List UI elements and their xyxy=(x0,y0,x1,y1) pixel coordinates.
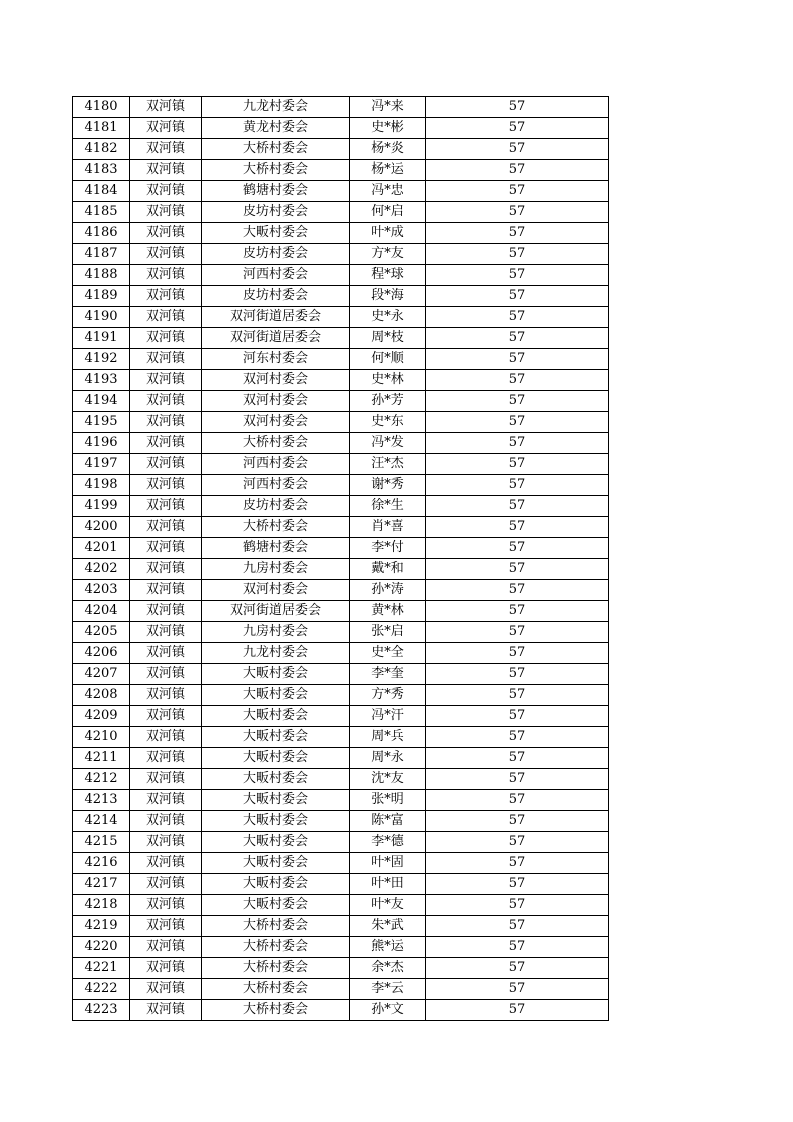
name-cell: 李*奎 xyxy=(350,664,426,685)
name-cell: 李*付 xyxy=(350,538,426,559)
table-row xyxy=(73,1000,609,1021)
table-row xyxy=(73,916,609,937)
table-row xyxy=(73,853,609,874)
serial-number-cell: 4191 xyxy=(73,328,130,349)
table-row xyxy=(73,790,609,811)
serial-number-cell: 4185 xyxy=(73,202,130,223)
town-cell: 双河镇 xyxy=(130,580,202,601)
table-row xyxy=(73,895,609,916)
amount-cell: 57 xyxy=(426,181,609,202)
village-committee-cell: 大畈村委会 xyxy=(202,706,350,727)
amount-cell: 57 xyxy=(426,853,609,874)
town-cell: 双河镇 xyxy=(130,265,202,286)
town-cell: 双河镇 xyxy=(130,769,202,790)
village-committee-cell: 大桥村委会 xyxy=(202,433,350,454)
village-committee-cell: 大桥村委会 xyxy=(202,916,350,937)
village-committee-cell: 大畈村委会 xyxy=(202,832,350,853)
name-cell: 冯*忠 xyxy=(350,181,426,202)
town-cell: 双河镇 xyxy=(130,706,202,727)
village-committee-cell: 大桥村委会 xyxy=(202,160,350,181)
village-committee-cell: 九龙村委会 xyxy=(202,643,350,664)
name-cell: 史*全 xyxy=(350,643,426,664)
village-committee-cell: 大畈村委会 xyxy=(202,769,350,790)
amount-cell: 57 xyxy=(426,517,609,538)
table-row xyxy=(73,769,609,790)
amount-cell: 57 xyxy=(426,349,609,370)
serial-number-cell: 4183 xyxy=(73,160,130,181)
name-cell: 张*明 xyxy=(350,790,426,811)
town-cell: 双河镇 xyxy=(130,349,202,370)
table-row xyxy=(73,937,609,958)
town-cell: 双河镇 xyxy=(130,622,202,643)
town-cell: 双河镇 xyxy=(130,118,202,139)
village-committee-cell: 大畈村委会 xyxy=(202,685,350,706)
serial-number-cell: 4193 xyxy=(73,370,130,391)
serial-number-cell: 4192 xyxy=(73,349,130,370)
town-cell: 双河镇 xyxy=(130,811,202,832)
village-committee-cell: 河西村委会 xyxy=(202,475,350,496)
town-cell: 双河镇 xyxy=(130,454,202,475)
amount-cell: 57 xyxy=(426,685,609,706)
amount-cell: 57 xyxy=(426,538,609,559)
town-cell: 双河镇 xyxy=(130,895,202,916)
table-row xyxy=(73,958,609,979)
village-committee-cell: 大桥村委会 xyxy=(202,517,350,538)
name-cell: 陈*富 xyxy=(350,811,426,832)
name-cell: 黄*林 xyxy=(350,601,426,622)
name-cell: 朱*武 xyxy=(350,916,426,937)
town-cell: 双河镇 xyxy=(130,496,202,517)
town-cell: 双河镇 xyxy=(130,916,202,937)
serial-number-cell: 4201 xyxy=(73,538,130,559)
town-cell: 双河镇 xyxy=(130,391,202,412)
amount-cell: 57 xyxy=(426,895,609,916)
table-row xyxy=(73,265,609,286)
amount-cell: 57 xyxy=(426,916,609,937)
town-cell: 双河镇 xyxy=(130,601,202,622)
amount-cell: 57 xyxy=(426,580,609,601)
name-cell: 汪*杰 xyxy=(350,454,426,475)
village-committee-cell: 大桥村委会 xyxy=(202,1000,350,1021)
amount-cell: 57 xyxy=(426,727,609,748)
amount-cell: 57 xyxy=(426,202,609,223)
serial-number-cell: 4207 xyxy=(73,664,130,685)
name-cell: 徐*生 xyxy=(350,496,426,517)
name-cell: 李*德 xyxy=(350,832,426,853)
table-row xyxy=(73,181,609,202)
table-row xyxy=(73,643,609,664)
town-cell: 双河镇 xyxy=(130,433,202,454)
table-row xyxy=(73,433,609,454)
serial-number-cell: 4216 xyxy=(73,853,130,874)
village-committee-cell: 大桥村委会 xyxy=(202,979,350,1000)
town-cell: 双河镇 xyxy=(130,160,202,181)
amount-cell: 57 xyxy=(426,643,609,664)
village-committee-cell: 双河村委会 xyxy=(202,370,350,391)
town-cell: 双河镇 xyxy=(130,790,202,811)
amount-cell: 57 xyxy=(426,1000,609,1021)
name-cell: 叶*友 xyxy=(350,895,426,916)
table-row xyxy=(73,601,609,622)
name-cell: 方*友 xyxy=(350,244,426,265)
village-committee-cell: 九房村委会 xyxy=(202,622,350,643)
village-committee-cell: 皮坊村委会 xyxy=(202,202,350,223)
town-cell: 双河镇 xyxy=(130,937,202,958)
table-row xyxy=(73,223,609,244)
amount-cell: 57 xyxy=(426,307,609,328)
town-cell: 双河镇 xyxy=(130,874,202,895)
town-cell: 双河镇 xyxy=(130,244,202,265)
table-row xyxy=(73,832,609,853)
amount-cell: 57 xyxy=(426,979,609,1000)
town-cell: 双河镇 xyxy=(130,832,202,853)
amount-cell: 57 xyxy=(426,370,609,391)
name-cell: 史*林 xyxy=(350,370,426,391)
town-cell: 双河镇 xyxy=(130,853,202,874)
table-row xyxy=(73,811,609,832)
serial-number-cell: 4188 xyxy=(73,265,130,286)
name-cell: 熊*运 xyxy=(350,937,426,958)
table-row xyxy=(73,622,609,643)
table-row xyxy=(73,139,609,160)
village-committee-cell: 九房村委会 xyxy=(202,559,350,580)
town-cell: 双河镇 xyxy=(130,181,202,202)
name-cell: 史*东 xyxy=(350,412,426,433)
serial-number-cell: 4181 xyxy=(73,118,130,139)
amount-cell: 57 xyxy=(426,937,609,958)
amount-cell: 57 xyxy=(426,223,609,244)
name-cell: 冯*来 xyxy=(350,97,426,118)
serial-number-cell: 4210 xyxy=(73,727,130,748)
name-cell: 方*秀 xyxy=(350,685,426,706)
village-committee-cell: 皮坊村委会 xyxy=(202,286,350,307)
serial-number-cell: 4186 xyxy=(73,223,130,244)
name-cell: 程*球 xyxy=(350,265,426,286)
serial-number-cell: 4203 xyxy=(73,580,130,601)
serial-number-cell: 4217 xyxy=(73,874,130,895)
name-cell: 张*启 xyxy=(350,622,426,643)
village-committee-cell: 皮坊村委会 xyxy=(202,496,350,517)
serial-number-cell: 4214 xyxy=(73,811,130,832)
village-committee-cell: 大桥村委会 xyxy=(202,139,350,160)
serial-number-cell: 4213 xyxy=(73,790,130,811)
table-body xyxy=(73,97,609,1021)
serial-number-cell: 4211 xyxy=(73,748,130,769)
serial-number-cell: 4204 xyxy=(73,601,130,622)
name-cell: 余*杰 xyxy=(350,958,426,979)
town-cell: 双河镇 xyxy=(130,685,202,706)
town-cell: 双河镇 xyxy=(130,286,202,307)
table-row xyxy=(73,202,609,223)
table-row xyxy=(73,244,609,265)
name-cell: 肖*喜 xyxy=(350,517,426,538)
town-cell: 双河镇 xyxy=(130,475,202,496)
serial-number-cell: 4187 xyxy=(73,244,130,265)
amount-cell: 57 xyxy=(426,874,609,895)
serial-number-cell: 4199 xyxy=(73,496,130,517)
data-table xyxy=(72,96,609,1021)
village-committee-cell: 大畈村委会 xyxy=(202,223,350,244)
serial-number-cell: 4208 xyxy=(73,685,130,706)
serial-number-cell: 4221 xyxy=(73,958,130,979)
village-committee-cell: 大桥村委会 xyxy=(202,958,350,979)
name-cell: 谢*秀 xyxy=(350,475,426,496)
amount-cell: 57 xyxy=(426,496,609,517)
village-committee-cell: 大畈村委会 xyxy=(202,853,350,874)
name-cell: 杨*炎 xyxy=(350,139,426,160)
town-cell: 双河镇 xyxy=(130,223,202,244)
town-cell: 双河镇 xyxy=(130,202,202,223)
name-cell: 孙*文 xyxy=(350,1000,426,1021)
amount-cell: 57 xyxy=(426,139,609,160)
table-row xyxy=(73,412,609,433)
name-cell: 戴*和 xyxy=(350,559,426,580)
village-committee-cell: 皮坊村委会 xyxy=(202,244,350,265)
name-cell: 周*永 xyxy=(350,748,426,769)
table-row xyxy=(73,391,609,412)
table-row xyxy=(73,685,609,706)
amount-cell: 57 xyxy=(426,811,609,832)
table-row xyxy=(73,979,609,1000)
town-cell: 双河镇 xyxy=(130,97,202,118)
town-cell: 双河镇 xyxy=(130,748,202,769)
amount-cell: 57 xyxy=(426,706,609,727)
amount-cell: 57 xyxy=(426,790,609,811)
serial-number-cell: 4206 xyxy=(73,643,130,664)
village-committee-cell: 鹤塘村委会 xyxy=(202,181,350,202)
table-row xyxy=(73,475,609,496)
amount-cell: 57 xyxy=(426,244,609,265)
serial-number-cell: 4189 xyxy=(73,286,130,307)
amount-cell: 57 xyxy=(426,622,609,643)
name-cell: 何*启 xyxy=(350,202,426,223)
village-committee-cell: 九龙村委会 xyxy=(202,97,350,118)
town-cell: 双河镇 xyxy=(130,643,202,664)
table-row xyxy=(73,307,609,328)
table-row xyxy=(73,517,609,538)
table-row xyxy=(73,538,609,559)
serial-number-cell: 4219 xyxy=(73,916,130,937)
table-row xyxy=(73,97,609,118)
amount-cell: 57 xyxy=(426,664,609,685)
town-cell: 双河镇 xyxy=(130,517,202,538)
amount-cell: 57 xyxy=(426,601,609,622)
village-committee-cell: 河西村委会 xyxy=(202,454,350,475)
serial-number-cell: 4198 xyxy=(73,475,130,496)
name-cell: 段*海 xyxy=(350,286,426,307)
name-cell: 冯*汗 xyxy=(350,706,426,727)
serial-number-cell: 4184 xyxy=(73,181,130,202)
village-committee-cell: 双河街道居委会 xyxy=(202,307,350,328)
table-row xyxy=(73,874,609,895)
town-cell: 双河镇 xyxy=(130,328,202,349)
town-cell: 双河镇 xyxy=(130,412,202,433)
amount-cell: 57 xyxy=(426,265,609,286)
village-committee-cell: 双河村委会 xyxy=(202,391,350,412)
name-cell: 冯*发 xyxy=(350,433,426,454)
table-row xyxy=(73,454,609,475)
amount-cell: 57 xyxy=(426,958,609,979)
table-row xyxy=(73,580,609,601)
village-committee-cell: 河西村委会 xyxy=(202,265,350,286)
amount-cell: 57 xyxy=(426,286,609,307)
name-cell: 杨*运 xyxy=(350,160,426,181)
name-cell: 叶*田 xyxy=(350,874,426,895)
table-row xyxy=(73,748,609,769)
town-cell: 双河镇 xyxy=(130,559,202,580)
name-cell: 周*兵 xyxy=(350,727,426,748)
serial-number-cell: 4180 xyxy=(73,97,130,118)
amount-cell: 57 xyxy=(426,769,609,790)
village-committee-cell: 大畈村委会 xyxy=(202,790,350,811)
village-committee-cell: 黄龙村委会 xyxy=(202,118,350,139)
village-committee-cell: 双河村委会 xyxy=(202,412,350,433)
amount-cell: 57 xyxy=(426,97,609,118)
serial-number-cell: 4182 xyxy=(73,139,130,160)
serial-number-cell: 4222 xyxy=(73,979,130,1000)
name-cell: 叶*成 xyxy=(350,223,426,244)
table-row xyxy=(73,706,609,727)
amount-cell: 57 xyxy=(426,433,609,454)
amount-cell: 57 xyxy=(426,160,609,181)
village-committee-cell: 大畈村委会 xyxy=(202,874,350,895)
name-cell: 孙*涛 xyxy=(350,580,426,601)
amount-cell: 57 xyxy=(426,412,609,433)
serial-number-cell: 4190 xyxy=(73,307,130,328)
village-committee-cell: 河东村委会 xyxy=(202,349,350,370)
village-committee-cell: 大畈村委会 xyxy=(202,811,350,832)
amount-cell: 57 xyxy=(426,832,609,853)
table-row xyxy=(73,160,609,181)
amount-cell: 57 xyxy=(426,391,609,412)
name-cell: 沈*友 xyxy=(350,769,426,790)
town-cell: 双河镇 xyxy=(130,727,202,748)
amount-cell: 57 xyxy=(426,475,609,496)
serial-number-cell: 4205 xyxy=(73,622,130,643)
town-cell: 双河镇 xyxy=(130,307,202,328)
village-committee-cell: 双河街道居委会 xyxy=(202,601,350,622)
table-row xyxy=(73,118,609,139)
town-cell: 双河镇 xyxy=(130,979,202,1000)
serial-number-cell: 4220 xyxy=(73,937,130,958)
serial-number-cell: 4197 xyxy=(73,454,130,475)
name-cell: 何*顺 xyxy=(350,349,426,370)
serial-number-cell: 4194 xyxy=(73,391,130,412)
serial-number-cell: 4195 xyxy=(73,412,130,433)
village-committee-cell: 大畈村委会 xyxy=(202,895,350,916)
table-row xyxy=(73,286,609,307)
table-row xyxy=(73,370,609,391)
amount-cell: 57 xyxy=(426,748,609,769)
village-committee-cell: 双河街道居委会 xyxy=(202,328,350,349)
amount-cell: 57 xyxy=(426,118,609,139)
village-committee-cell: 大畈村委会 xyxy=(202,727,350,748)
name-cell: 李*云 xyxy=(350,979,426,1000)
serial-number-cell: 4212 xyxy=(73,769,130,790)
name-cell: 史*彬 xyxy=(350,118,426,139)
table-row xyxy=(73,328,609,349)
village-committee-cell: 大畈村委会 xyxy=(202,664,350,685)
town-cell: 双河镇 xyxy=(130,538,202,559)
name-cell: 叶*固 xyxy=(350,853,426,874)
name-cell: 史*永 xyxy=(350,307,426,328)
serial-number-cell: 4223 xyxy=(73,1000,130,1021)
serial-number-cell: 4196 xyxy=(73,433,130,454)
table-row xyxy=(73,349,609,370)
town-cell: 双河镇 xyxy=(130,958,202,979)
amount-cell: 57 xyxy=(426,328,609,349)
village-committee-cell: 双河村委会 xyxy=(202,580,350,601)
amount-cell: 57 xyxy=(426,454,609,475)
table-row xyxy=(73,727,609,748)
village-committee-cell: 大桥村委会 xyxy=(202,937,350,958)
town-cell: 双河镇 xyxy=(130,664,202,685)
serial-number-cell: 4209 xyxy=(73,706,130,727)
name-cell: 孙*芳 xyxy=(350,391,426,412)
amount-cell: 57 xyxy=(426,559,609,580)
serial-number-cell: 4202 xyxy=(73,559,130,580)
serial-number-cell: 4218 xyxy=(73,895,130,916)
town-cell: 双河镇 xyxy=(130,139,202,160)
name-cell: 周*枝 xyxy=(350,328,426,349)
table-row xyxy=(73,496,609,517)
table-row xyxy=(73,559,609,580)
town-cell: 双河镇 xyxy=(130,370,202,391)
village-committee-cell: 鹤塘村委会 xyxy=(202,538,350,559)
village-committee-cell: 大畈村委会 xyxy=(202,748,350,769)
table-row xyxy=(73,664,609,685)
serial-number-cell: 4200 xyxy=(73,517,130,538)
serial-number-cell: 4215 xyxy=(73,832,130,853)
town-cell: 双河镇 xyxy=(130,1000,202,1021)
